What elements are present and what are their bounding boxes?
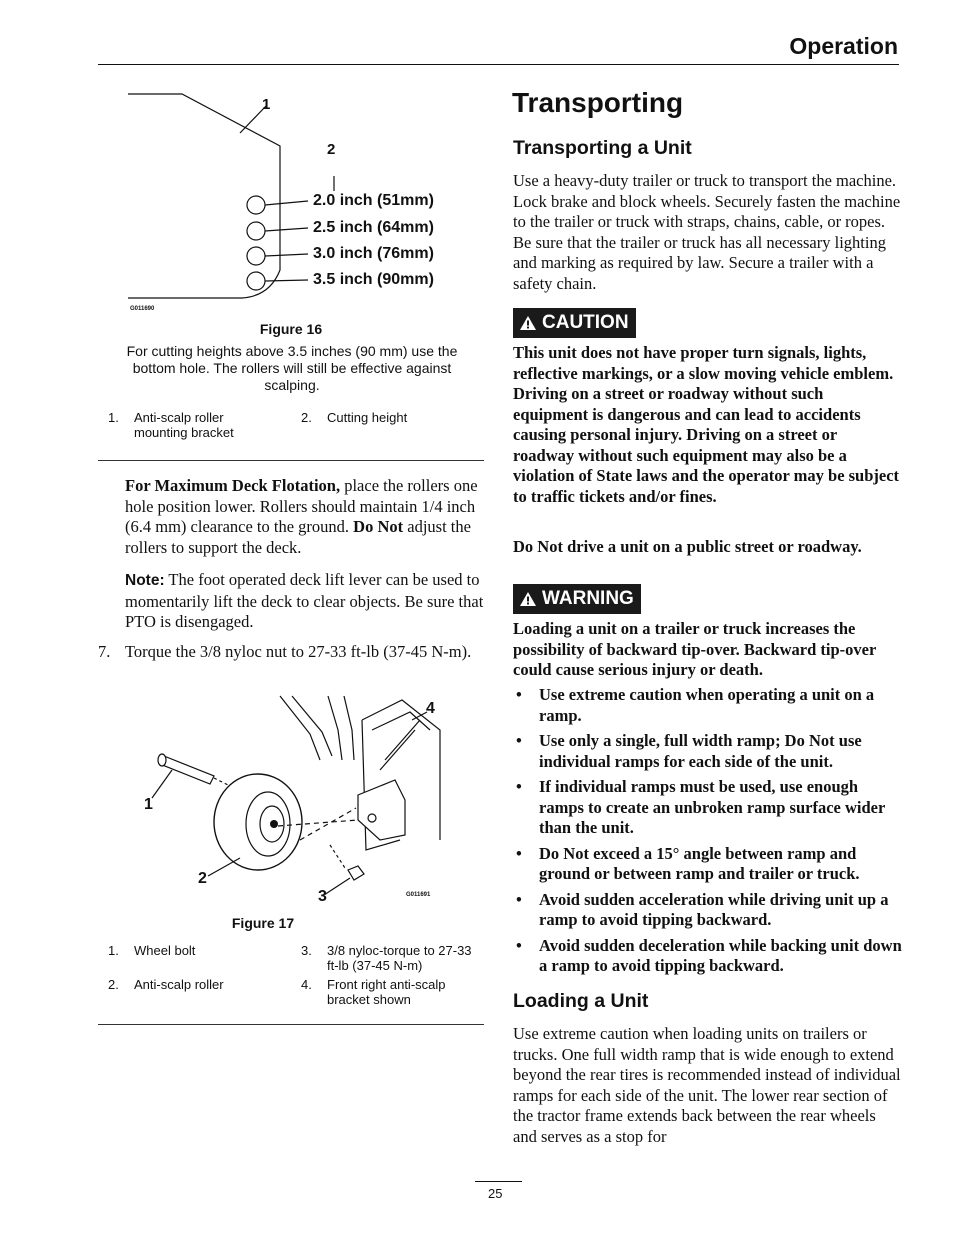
step-number: 7. (98, 642, 111, 661)
step-7 (98, 642, 484, 663)
list-item: • Avoid sudden acceleration while driving unit up a ramp to avoid tipping backward. (513, 890, 903, 931)
anti-scalp-roller-drawing (140, 690, 470, 910)
transporting-unit-subheading: Transporting a Unit (513, 137, 692, 159)
height-label-2: 2.5 inch (64mm) (313, 219, 434, 236)
warning-text: Loading a unit on a trailer or truck increases the possibility of backward tip-over. Backward tip-over could cause serious injury or death. (513, 619, 877, 679)
warning-label: WARNING (542, 588, 634, 609)
callout-2: 2 (327, 141, 336, 158)
figure-17-caption: Figure 17 (231, 915, 295, 931)
callout-1: 1 (262, 96, 271, 113)
page-number: 25 (488, 1186, 503, 1201)
callout-3: 3 (318, 888, 327, 905)
figure-16-divider (98, 460, 484, 461)
list-item: • Avoid sudden deceleration while backing unit down a ramp to avoid tipping backward. (513, 936, 903, 977)
warning-bullet-list (513, 685, 903, 982)
figure-16-illustration (120, 88, 480, 318)
height-label-4: 3.5 inch (90mm) (313, 271, 434, 288)
loading-unit-subheading: Loading a Unit (513, 990, 649, 1012)
figure-17-divider (98, 1024, 484, 1025)
step-text: Torque the 3/8 nyloc nut to 27-33 ft-lb (37-45 N-m). (125, 642, 472, 661)
footer-divider (475, 1181, 522, 1182)
list-item: • Do Not exceed a 15° angle between ramp and ground or between ramp and trailer or truck. (513, 844, 903, 885)
flotation-paragraph: For Maximum Deck Flotation, place the rollers one hole position lower. Rollers should maintain 1/4 inch (6.4 mm) clearance to the ground. Do Not adjust the rollers to support the deck. (125, 476, 478, 557)
callout-1: 1 (144, 796, 153, 813)
transporting-body: Use a heavy-duty trailer or truck to transport the machine. Lock brake and block wheels. Securely fasten the machine to the trailer or truck with straps, chains, cable, or ropes. Be sure that the trailer or truck has all necessary lighting and marking as required by law. Secure a trailer with a safety chain. (513, 171, 901, 293)
warning-triangle-icon (519, 315, 537, 331)
callout-4: 4 (426, 700, 435, 717)
loading-body: Use extreme caution when loading units on trailers or trucks. One full width ramp that is wide enough to extend beyond the rear tires is recommended instead of individual ramps for each side of the unit. The lower rear section of the tractor frame extends back between the rear wheels and serves as a stop for (513, 1024, 901, 1146)
figure-17-illustration (140, 690, 470, 910)
warning-triangle-icon (519, 591, 537, 607)
height-label-3: 3.0 inch (76mm) (313, 245, 434, 262)
warning-badge (513, 584, 641, 614)
section-header-title: Operation (789, 33, 898, 59)
caution-text-2: Do Not drive a unit on a public street or roadway. (513, 537, 862, 556)
caution-badge (513, 308, 636, 338)
caution-text: This unit does not have proper turn signals, lights, reflective markings, or a slow moving vehicle emblem. Driving on a street or roadway without such equipment is dangerous and can lead to accidents causing personal injury. Driving on a street or roadway without such equipment may also be a violation of State laws and the operator may be subject to traffic tickets and/or fines. (513, 343, 900, 506)
height-label-1: 2.0 inch (51mm) (313, 192, 434, 209)
figure-image-code: G011690 (130, 306, 155, 312)
list-item: • If individual ramps must be used, use enough ramps to create an unbroken ramp surface wider than the unit. (513, 777, 903, 839)
callout-2: 2 (198, 870, 207, 887)
caution-label: CAUTION (542, 312, 629, 333)
figure-16-caption: Figure 16 (259, 321, 323, 337)
list-item: • Use only a single, full width ramp; Do Not use individual ramps for each side of the unit. (513, 731, 903, 772)
figure-16-description: For cutting heights above 3.5 inches (90 mm) use the bottom hole. The rollers will still be effective against scalping. (126, 343, 458, 393)
figure-image-code: G011691 (406, 892, 431, 898)
note-label: Note: (125, 572, 165, 589)
list-item: • Use extreme caution when operating a unit on a ramp. (513, 685, 903, 726)
header-divider (98, 64, 899, 65)
note-paragraph: Note: The foot operated deck lift lever can be used to momentarily lift the deck to clear objects. Be sure that PTO is disengaged. (125, 570, 484, 631)
transporting-heading: Transporting (512, 87, 684, 118)
